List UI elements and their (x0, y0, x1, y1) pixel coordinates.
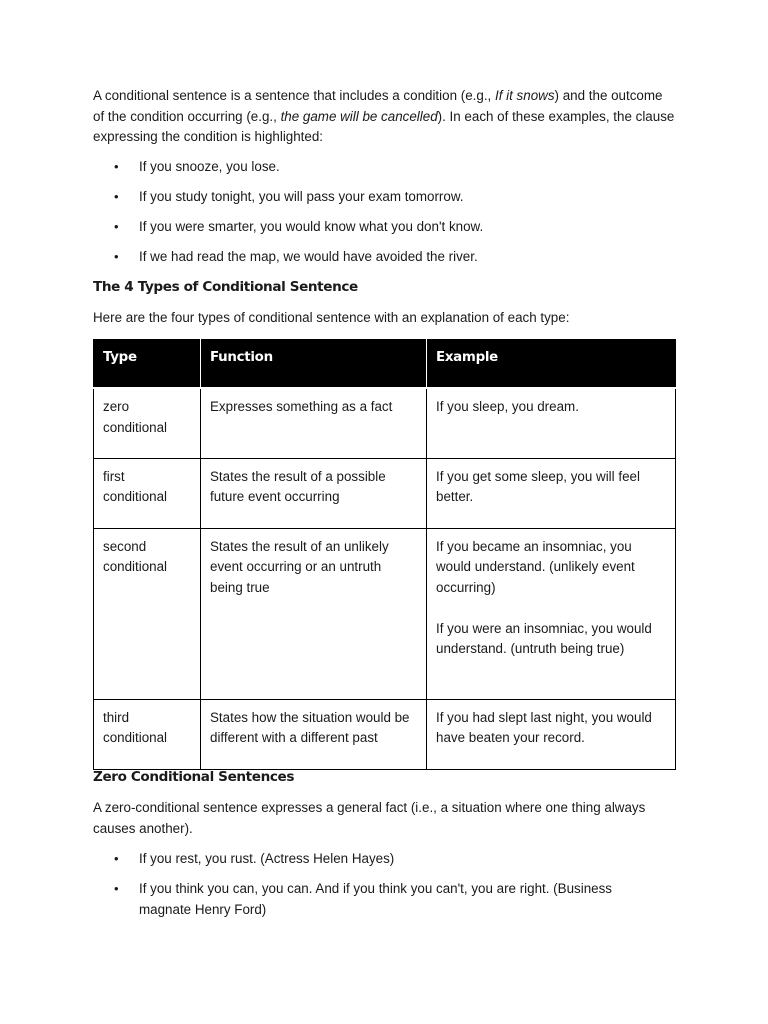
types-intro: Here are the four types of conditional sentence with an explanation of each type: (93, 310, 570, 325)
intro-paragraph (93, 86, 675, 148)
spacer (436, 598, 666, 619)
conditional-types-table (93, 339, 676, 770)
table-row (94, 388, 676, 458)
column-header-type: Type (94, 340, 201, 389)
cell-type: third conditional (94, 699, 201, 769)
bullet-icon: • (114, 881, 119, 896)
table-row (94, 699, 676, 769)
intro-example-outcome: the game will be cancelled (280, 108, 438, 124)
bullet-icon: • (114, 189, 119, 204)
intro-example-condition: If it snows (494, 88, 555, 103)
cell-type: zero conditional (94, 388, 201, 458)
bullet-text: If we had read the map, we would have avoided the river. (139, 249, 478, 264)
table-row (94, 458, 676, 528)
cell-function: States the result of an unlikely event occurring or an untruth being true (201, 528, 427, 699)
column-header-function: Function (201, 340, 427, 389)
zero-conditional-intro: A zero-conditional sentence expresses a general fact (i.e., a situation where one thing always causes another). (93, 800, 646, 836)
cell-type: first conditional (94, 458, 201, 528)
bullet-text: If you snooze, you lose. (139, 159, 280, 174)
cell-type: second conditional (94, 528, 201, 699)
cell-function: States how the situation would be different with a different past (201, 699, 427, 769)
cell-example: If you sleep, you dream. (427, 388, 676, 458)
cell-function: Expresses something as a fact (201, 388, 427, 458)
intro-text-3: ). In each of these examples, the clause expressing the condition is highlighted: (93, 108, 675, 144)
cell-example (427, 528, 676, 699)
column-header-example: Example (427, 340, 676, 389)
bullet-text: If you were smarter, you would know what you don't know. (139, 219, 484, 234)
cell-example: If you had slept last night, you would have beaten your record. (427, 699, 676, 769)
types-heading: The 4 Types of Conditional Sentence (93, 279, 358, 295)
bullet-text: If you rest, you rust. (Actress Helen Hayes) (139, 851, 395, 866)
example-untruth: If you were an insomniac, you would understand. (untruth being true) (436, 620, 652, 656)
cell-example: If you get some sleep, you will feel better. (427, 458, 676, 528)
zero-conditional-heading: Zero Conditional Sentences (93, 769, 295, 785)
intro-text-1: A conditional sentence is a sentence that includes a condition (e.g., (93, 88, 495, 103)
intro-text-2: ) and the outcome of the condition occurring (e.g., (93, 88, 663, 124)
bullet-text: If you think you can, you can. And if you think you can't, you are right. (Business magnate Henry Ford) (139, 881, 612, 917)
bullet-icon: • (114, 219, 119, 234)
bullet-icon: • (114, 249, 119, 264)
example-unlikely-event: If you became an insomniac, you would understand. (unlikely event occurring) (436, 538, 635, 595)
table-header-row (94, 340, 676, 389)
bullet-icon: • (114, 851, 119, 866)
bullet-icon: • (114, 159, 119, 174)
table-row (94, 528, 676, 699)
cell-function: States the result of a possible future event occurring (201, 458, 427, 528)
bullet-text: If you study tonight, you will pass your exam tomorrow. (139, 189, 464, 204)
